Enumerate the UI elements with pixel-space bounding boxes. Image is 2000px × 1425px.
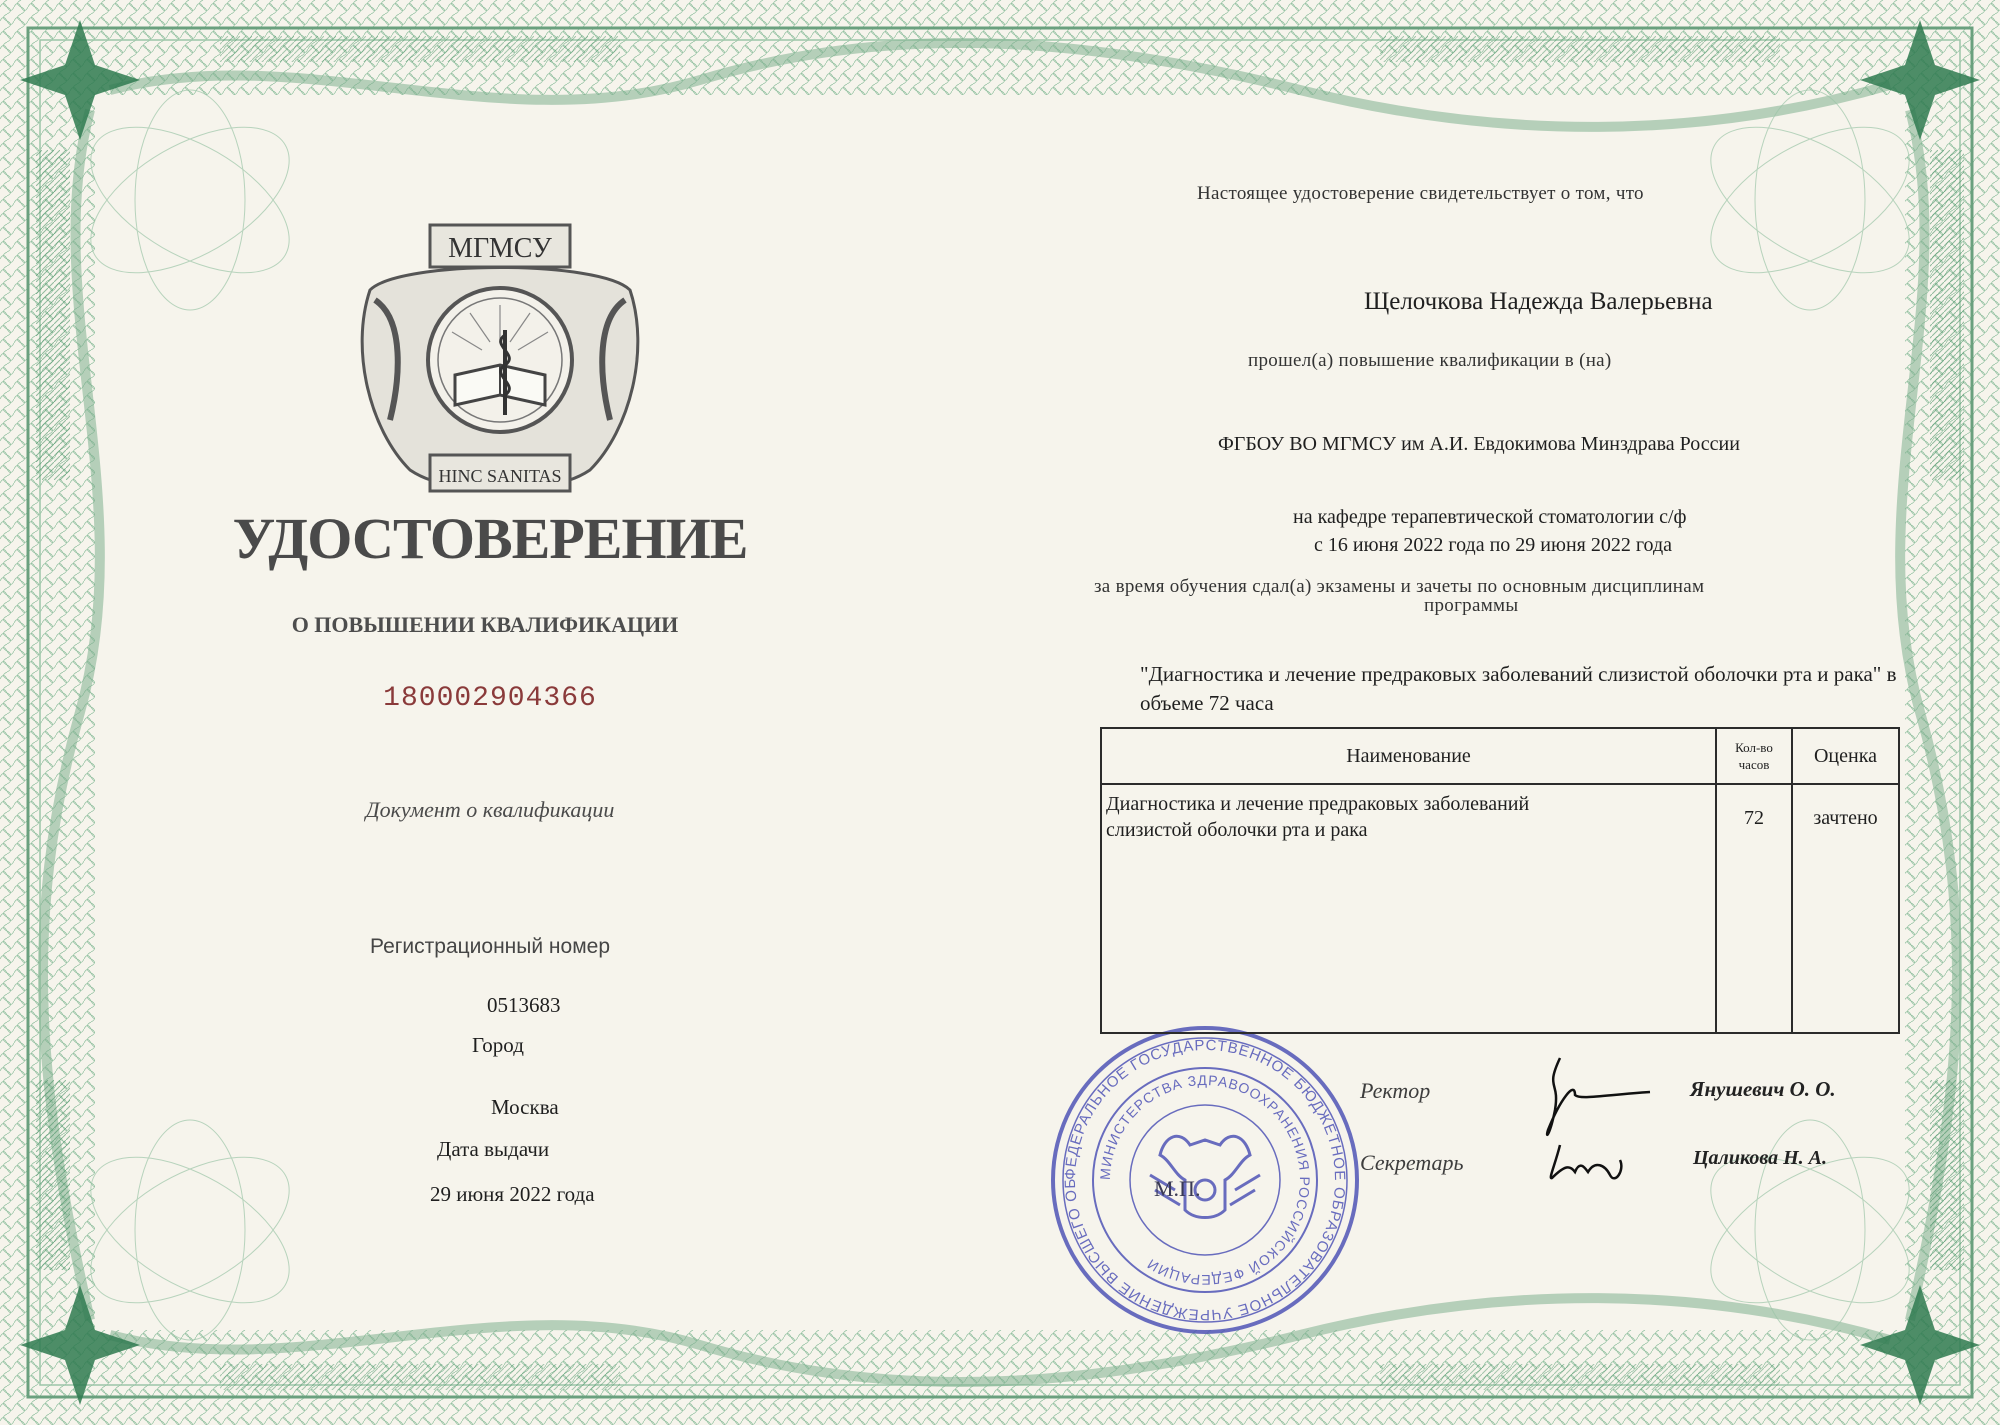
secretary-signature xyxy=(1551,1145,1622,1178)
passed-training-text: прошел(а) повышение квалификации в (на) xyxy=(1248,350,1612,371)
institution-name: ФГБОУ ВО МГМСУ им А.И. Евдокимова Минздрава России xyxy=(1218,433,1740,455)
right-side-ornament-bottom xyxy=(1930,1080,1964,1270)
secretary-name: Цаликова Н. А. xyxy=(1693,1147,1828,1169)
registration-number: 0513683 xyxy=(487,993,561,1017)
rector-name: Янушевич О. О. xyxy=(1690,1077,1836,1101)
row-subject-name-line1: Диагностика и лечение предраковых заболеваний xyxy=(1106,793,1530,815)
subjects-table xyxy=(1100,727,1900,1034)
header-name: Наименование xyxy=(1101,728,1716,784)
department-name: на кафедре терапевтической стоматологии с/ф xyxy=(1293,506,1687,528)
secretary-label: Секретарь xyxy=(1360,1150,1464,1175)
exam-text-line1: за время обучения сдал(а) экзамены и зачеты по основным дисциплинам xyxy=(1094,576,1705,597)
stamp-outer-text: ФЕДЕРАЛЬНОЕ ГОСУДАРСТВЕННОЕ БЮДЖЕТНОЕ ОБРАЗОВАТЕЛЬНОЕ УЧРЕЖДЕНИЕ ВЫСШЕГО ОБРАЗОВАНИЯ xyxy=(1061,1036,1349,1324)
university-logo xyxy=(362,225,638,491)
table-row xyxy=(1101,784,1899,1033)
training-period: с 16 июня 2022 года по 29 июня 2022 года xyxy=(1314,534,1673,556)
table-header-row xyxy=(1101,728,1899,784)
row-subject-name xyxy=(1101,784,1716,1033)
header-grade: Оценка xyxy=(1792,728,1899,784)
rector-label: Ректор xyxy=(1360,1078,1431,1103)
top-ornament-left xyxy=(220,36,620,62)
guilloche-rosette-left xyxy=(67,90,313,1340)
exam-text-line2: программы xyxy=(1424,595,1519,616)
city-value: Москва xyxy=(491,1095,559,1119)
program-name: "Диагностика и лечение предраковых заболеваний слизистой оболочки рта и рака" в объеме 72 часа xyxy=(1140,662,1897,715)
document-type: Документ о квалификации xyxy=(365,797,615,822)
row-subject-name-line2: слизистой оболочки рта и рака xyxy=(1106,819,1368,841)
registration-label: Регистрационный номер xyxy=(370,935,610,958)
seal-place-label: М.П. xyxy=(1154,1176,1201,1201)
stamp-inner-text: МИНИСТЕРСТВА ЗДРАВООХРАНЕНИЯ РОССИЙСКОЙ ФЕДЕРАЦИИ xyxy=(1096,1071,1314,1289)
left-side-ornament-top xyxy=(36,150,70,480)
issue-date-value: 29 июня 2022 года xyxy=(430,1182,595,1206)
right-side-ornament-top xyxy=(1930,150,1964,480)
row-grade: зачтено xyxy=(1792,784,1899,1033)
header-hours-line1: Кол-во xyxy=(1735,740,1773,755)
header-hours-line2: часов xyxy=(1738,757,1770,772)
bottom-ornament-right xyxy=(1380,1364,1780,1390)
holder-full-name: Щелочкова Надежда Валерьевна xyxy=(1364,288,1713,315)
row-hours: 72 xyxy=(1716,784,1792,1033)
city-label: Город xyxy=(472,1033,524,1057)
certificate-intro: Настоящее удостоверение свидетельствует о том, что xyxy=(1197,183,1644,204)
document-title: УДОСТОВЕРЕНИЕ xyxy=(232,506,748,571)
logo-top-text: МГМСУ xyxy=(448,233,552,264)
logo-bottom-text: HINC SANITAS xyxy=(438,466,562,486)
bottom-ornament-left xyxy=(220,1364,620,1390)
issue-date-label: Дата выдачи xyxy=(437,1137,550,1161)
header-hours xyxy=(1716,728,1792,784)
rector-signature xyxy=(1547,1058,1650,1135)
left-side-ornament-bottom xyxy=(36,1080,70,1270)
document-subtitle: О ПОВЫШЕНИИ КВАЛИФИКАЦИИ xyxy=(291,612,679,637)
top-ornament-right xyxy=(1380,36,1780,62)
official-stamp xyxy=(1053,1028,1357,1332)
serial-number: 180002904366 xyxy=(383,683,597,714)
